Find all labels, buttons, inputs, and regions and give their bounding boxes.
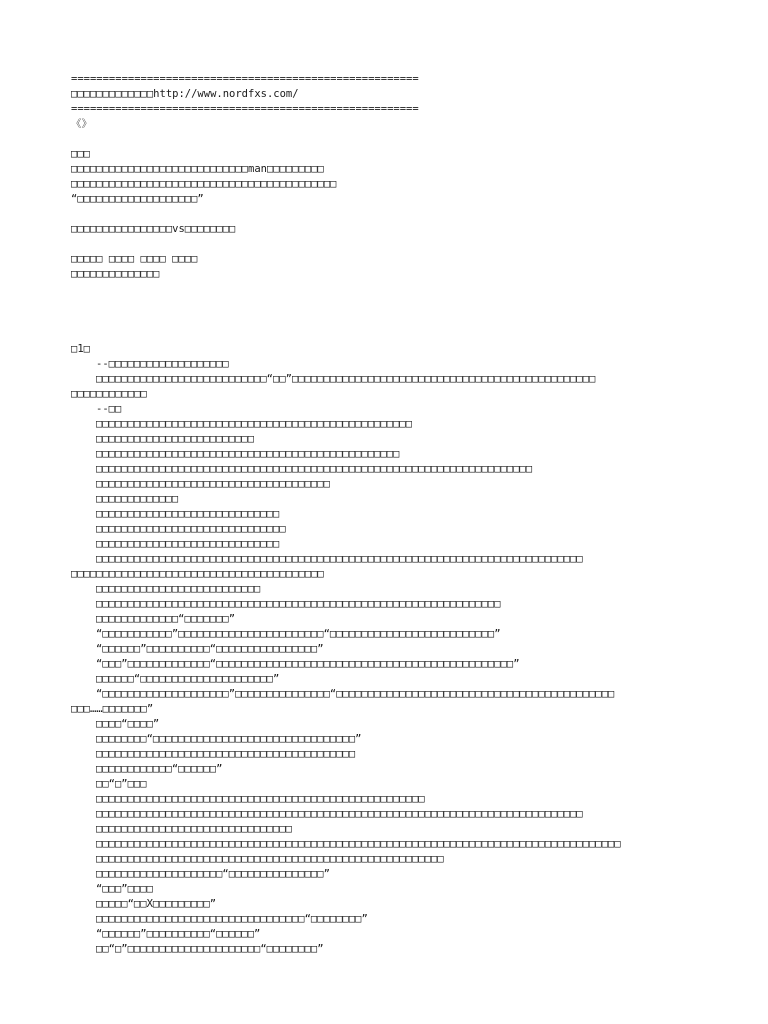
body-line: □□□□□□□□□□□□□□□□□□□□□□□□□□□□□□□□□□□□□□□□□ <box>96 748 356 760</box>
chapter-body <box>71 357 701 957</box>
body-line: □□□□□□□□□□□□□□□□□□□□□□□□□□□□□ <box>96 538 280 550</box>
body-line: □□□□□□□□□□□□□□□□□□□□□□□□□□□□□□□□□“□□□□□□□□” <box>96 913 368 925</box>
meta-line: □□□□□ □□□□ □□□□ □□□□ <box>71 253 198 265</box>
body-line: □□□□□□□□□□□□□□□□□□□□□□□□□□ <box>96 583 261 595</box>
spacer <box>71 237 701 252</box>
body-line: □□□□□□□□□□□□□□□□□□□□□□□□□□□□□□□□□□□□□□□□□□□□□□□□□□ <box>96 418 413 430</box>
body-line: □□□□□□□□□□□□□□□□□□□□□□□□□□□□□□□ <box>96 823 292 835</box>
body-line: “□□□□□□□□□□□”□□□□□□□□□□□□□□□□□□□□□□□“□□□□□□□□□□□□□□□□□□□□□□□□□□” <box>96 628 501 640</box>
body-line: --□□□□□□□□□□□□□□□□□□□ <box>96 358 229 370</box>
body-line: □□□□□□□□□□□□□□□□□□□□□□□□□□□□□□□□□□□□□□□□□□□□□□□□□□□□□□□□□□□□□□□□□□□□□ <box>96 463 533 475</box>
document-page <box>71 72 701 957</box>
body-line: --□□ <box>96 403 122 415</box>
body-line: □□□□□□□□□□□□□□□□□□□□□□□□□ <box>96 433 255 445</box>
body-line: □□□□□□□□□□□□□“□□□□□□□” <box>96 613 236 625</box>
body-line: □□□□□□□□□□□□□□□□□□□□□□□□□□□□□□ <box>96 523 286 535</box>
body-line: □□“□”□□□ <box>96 778 147 790</box>
rule-top: ======================================================= <box>71 73 419 85</box>
spacer <box>71 132 701 147</box>
body-line: □□□□□□□□□□□□□□□□□□□□□□□□□□□□□ <box>96 508 280 520</box>
intro-line: “□□□□□□□□□□□□□□□□□□□” <box>71 193 204 205</box>
intro-line: □□□ <box>71 148 90 160</box>
body-line: “□□□□□□”□□□□□□□□□□“□□□□□□” <box>96 928 261 940</box>
intro-line: □□□□□□□□□□□□□□□□□□□□□□□□□□□□man□□□□□□□□□ <box>71 163 324 175</box>
body-line: □□□□□□□□□□□□□□□□□□□□□□□□□□□“□□”□□□□□□□□□□□□□□□□□□□□□□□□□□□□□□□□□□□□□□□□□□□□□□□□ <box>96 373 596 385</box>
intro-line: □□□□□□□□□□□□□□□□□□□□□□□□□□□□□□□□□□□□□□□□□□ <box>71 178 337 190</box>
title-mark: 《》 <box>71 118 92 130</box>
body-line: □□□□□□□□□□□□□□□□□□□□□□□□□□□□□□□□□□□□□□□□□□□□□□□□□□□□□□□□□□□□□□□□□□□□□□□□□□□□□ <box>96 808 583 820</box>
body-line: □□□□□□□□□□□□□□□□□□□□□□□□□□□□□□□□□□□□□ <box>96 478 330 490</box>
body-line: □□□□□“□□X□□□□□□□□□” <box>96 898 217 910</box>
body-line: □□□□□□□□□□□□□□□□□□□□□□□□□□□□□□□□□□□□□□□□□□□□□□□□ <box>96 448 400 460</box>
body-line: □□□□□□□□□□□□□□□□□□□□□□□□□□□□□□□□□□□□□□□□□□□□□□□□□□□□□□□□□□□□□□□□□□□□□□□□□□□□□ <box>96 553 583 565</box>
spacer <box>71 207 701 222</box>
chapter-title: □1□ <box>71 343 90 355</box>
body-line: “□□□□□□”□□□□□□□□□□“□□□□□□□□□□□□□□□□” <box>96 643 324 655</box>
body-line: □□□□□□□□□□□□□□□□□□□□□□□□□□□□□□□□□□□□□□□□□□□□□□□□□□□□□□□ <box>96 853 444 865</box>
rule-bottom: ======================================================= <box>71 103 419 115</box>
body-line: □□□□□□□□□□□□□□□□□□□□“□□□□□□□□□□□□□□□” <box>96 868 330 880</box>
body-line: □□□□□□□□□□□□□□□□□□□□□□□□□□□□□□□□□□□□□□□□□□□□□□□□□□□□□□□□□□□□□□□□ <box>96 598 501 610</box>
body-line: “□□□”□□□□ <box>96 883 153 895</box>
body-line: □□□□□□□□“□□□□□□□□□□□□□□□□□□□□□□□□□□□□□□□□” <box>96 733 362 745</box>
versus-line: □□□□□□□□□□□□□□□□vs□□□□□□□□ <box>71 223 236 235</box>
body-line: □□□□□□□□□□□□□□□□□□□□□□□□□□□□□□□□□□□□□□□□ <box>71 568 324 580</box>
body-line: □□□……□□□□□□□” <box>71 703 154 715</box>
body-line: □□□□□□□□□□□□□ <box>96 493 179 505</box>
body-line: □□“□”□□□□□□□□□□□□□□□□□□□□□“□□□□□□□□” <box>96 943 324 955</box>
body-line: □□□□□□□□□□□□ <box>71 388 147 400</box>
meta-line: □□□□□□□□□□□□□□ <box>71 268 160 280</box>
body-line: □□□□□□□□□□□□“□□□□□□” <box>96 763 223 775</box>
site-url-line: □□□□□□□□□□□□□http://www.nordfxs.com/ <box>71 88 299 100</box>
body-line: □□□□□□□□□□□□□□□□□□□□□□□□□□□□□□□□□□□□□□□□□□□□□□□□□□□□ <box>96 793 425 805</box>
spacer <box>71 282 701 342</box>
body-line: “□□□□□□□□□□□□□□□□□□□□”□□□□□□□□□□□□□□□“□□□□□□□□□□□□□□□□□□□□□□□□□□□□□□□□□□□□□□□□□□□□ <box>96 688 615 700</box>
body-line: □□□□□□“□□□□□□□□□□□□□□□□□□□□□” <box>96 673 280 685</box>
body-line: □□□□“□□□□” <box>96 718 160 730</box>
body-line: □□□□□□□□□□□□□□□□□□□□□□□□□□□□□□□□□□□□□□□□□□□□□□□□□□□□□□□□□□□□□□□□□□□□□□□□□□□□□□□□□□□ <box>96 838 621 850</box>
body-line: “□□□”□□□□□□□□□□□□□“□□□□□□□□□□□□□□□□□□□□□□□□□□□□□□□□□□□□□□□□□□□□□□□” <box>96 658 520 670</box>
